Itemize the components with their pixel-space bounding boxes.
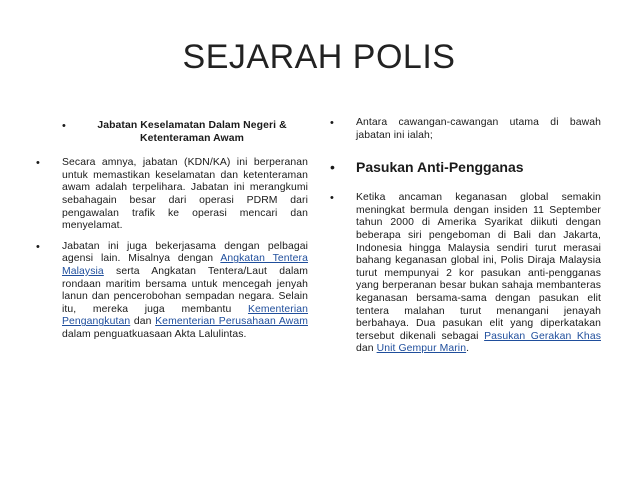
left-heading-item <box>36 120 308 145</box>
bullet: • <box>62 120 66 132</box>
right-column <box>330 117 601 356</box>
right-heading: Pasukan Anti-Pengganas <box>356 159 524 176</box>
text-span: dan <box>130 316 156 328</box>
text-span: serta Angkatan Tentera/Laut dalam rondaan maritim bersama untuk mencegah jenyah lanun dan pencerobohan sempadan negara. Selain itu, mereka juga membantu <box>62 265 308 315</box>
link-kementerian-perusahaan-awam[interactable]: Kementerian Perusahaan Awam <box>155 316 308 328</box>
right-heading-item <box>330 158 601 176</box>
link-angkatan-tentera-malaysia[interactable]: Angkatan Tentera Malaysia <box>62 253 308 277</box>
left-paragraph-1-text: Secara amnya, jabatan (KDN/KA) ini berperanan untuk memastikan keselamatan dan ketenteraman awam adalah terpelihara. Jabatan ini merangkumi sebahagain besar dari operasi PDRM dari pengawalan trafik ke operasi mencari dan menyelamat. <box>62 157 308 232</box>
slide-title: SEJARAH POLIS <box>182 38 456 76</box>
bullet: • <box>36 157 40 170</box>
bullet: • <box>36 240 40 253</box>
left-column <box>36 120 308 342</box>
link-kementerian-pengangkutan[interactable]: Kementerian Pengangkutan <box>62 303 308 328</box>
bullet: • <box>330 192 334 205</box>
left-paragraph-1 <box>36 157 308 233</box>
link-unit-gempur-marin[interactable]: Unit Gempur Marin <box>376 343 467 355</box>
text-span: Jabatan ini juga bekerjasama dengan pelbagai agensi lain. Misalnya dengan <box>62 240 308 265</box>
right-intro: Antara cawangan-cawangan utama di bawah jabatan ini ialah; <box>356 117 601 141</box>
left-heading: Jabatan Keselamatan Dalam Negeri & Ketenteraman Awam <box>97 120 287 144</box>
bullet: • <box>330 159 335 176</box>
text-span: dalam penguatkuasaan Akta Lalulintas. <box>62 328 247 340</box>
bullet: • <box>330 117 334 129</box>
right-paragraph <box>330 192 601 356</box>
text-span: Ketika ancaman keganasan global semakin meningkat bermula dengan insiden 11 September tahun 2000 di Amerika Syarikat diikuti dengan beberapa siri pengeboman di Bali dan Jakarta, Indonesia hingga Malaysia sendiri turut merasai bahang keganasan global ini, Polis Diraja Malaysia turut mempunyai 2 kor pasukan anti-pengganas yang berperanan besar bukan sahaja membanteras keganasan bersama-sama dengan pasukan elit tentera malahan turut menangani jenayah berbahaya. Dua pasukan elit yang diperkatakan tersebut dikenali sebagai <box>356 192 601 342</box>
left-paragraph-2 <box>36 241 308 342</box>
link-pasukan-gerakan-khas[interactable]: Pasukan Gerakan Khas <box>484 330 601 342</box>
text-span: dan <box>356 343 377 355</box>
right-paragraph-text <box>356 192 601 356</box>
text-span: . <box>466 343 470 355</box>
left-paragraph-2-text <box>62 241 308 342</box>
right-intro-item <box>330 117 601 142</box>
